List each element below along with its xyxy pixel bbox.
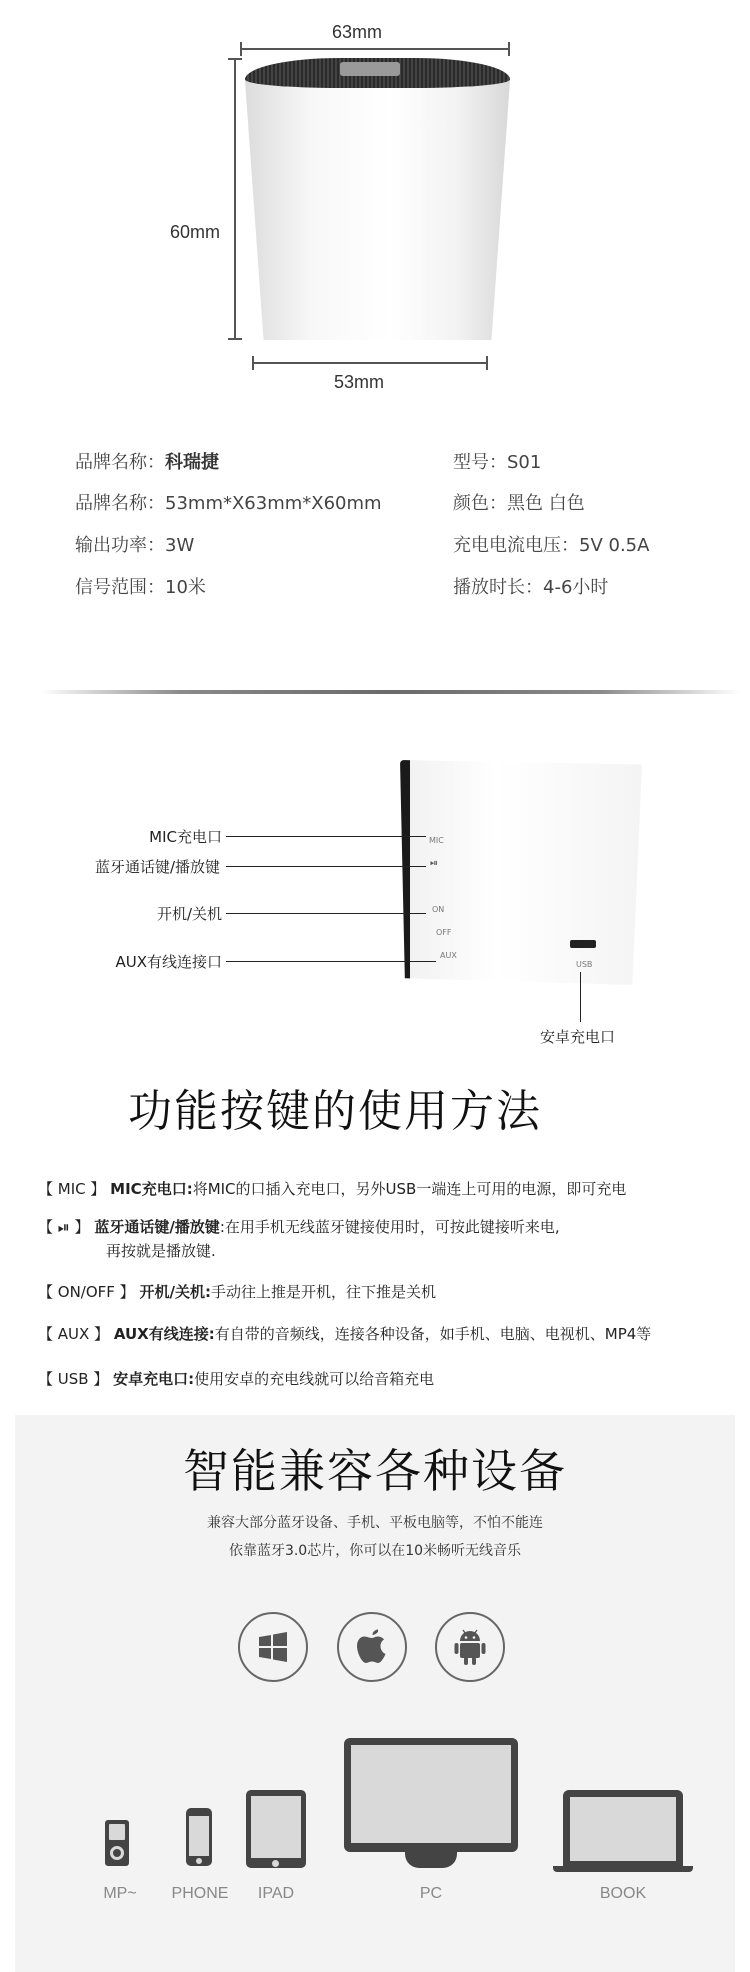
spec-label: 品牌名称： [75, 451, 165, 473]
spec-table [75, 440, 695, 607]
callout-line [580, 972, 581, 1022]
tick [508, 42, 510, 56]
device-label-pc: PC [419, 1885, 443, 1902]
speaker-image [245, 58, 510, 340]
tick [228, 338, 242, 340]
spec-label: 播放时长： [453, 577, 543, 598]
function-key: 【 AUX 】 [38, 1325, 110, 1343]
function-key: 【 MIC 】 [38, 1180, 106, 1198]
callout-aux: AUX有线连接口 [115, 953, 222, 971]
function-key: 【 USB 】 [38, 1370, 109, 1388]
speaker-side-image [400, 760, 642, 985]
function-desc: :在用手机无线蓝牙键接使用时，可按此键接听来电, [219, 1218, 560, 1236]
compatibility-line-1: 兼容大部分蓝牙设备、手机、平板电脑等，不怕不能连 [207, 1515, 543, 1531]
spec-value: 黑色 白色 [507, 493, 585, 514]
play-call-icon: ⏯ [430, 858, 438, 869]
spec-cell [75, 489, 453, 515]
device-label-phone: PHONE [171, 1885, 229, 1902]
device-label-mp: MP~ [103, 1885, 137, 1902]
function-desc-continued: 再按就是播放键. [106, 1242, 216, 1260]
spec-cell [75, 448, 453, 474]
spec-label: 信号范围： [75, 577, 165, 598]
tick [486, 356, 488, 370]
callout-line [226, 866, 426, 867]
function-name: 蓝牙通话键/播放键 [94, 1218, 220, 1236]
phone-icon [186, 1808, 212, 1866]
device-mark-mic: MIC [429, 836, 444, 845]
function-item-aux [38, 1323, 651, 1344]
device-mark-off: OFF [436, 928, 452, 937]
spec-row [75, 440, 695, 481]
spec-value: S01 [507, 451, 542, 473]
function-item-bluetooth [38, 1216, 560, 1237]
spec-value: 10米 [165, 577, 206, 598]
pc-monitor-icon [344, 1738, 518, 1852]
android-icon [435, 1612, 505, 1682]
laptop-icon [563, 1790, 683, 1868]
callout-android-port: 安卓充电口 [540, 1028, 616, 1046]
laptop-base-icon [553, 1866, 693, 1872]
spec-row [75, 481, 695, 523]
spec-value: 53mm*X63mm*X60mm [165, 493, 382, 514]
spec-cell [75, 573, 453, 599]
device-label-ipad: IPAD [257, 1885, 295, 1902]
device-mark-on: ON [432, 905, 445, 914]
compatibility-title: 智能兼容各种设备 [183, 1444, 567, 1498]
section-divider [40, 690, 740, 694]
compatibility-line-2: 依靠蓝牙3.0芯片，你可以在10米畅听无线音乐 [228, 1543, 522, 1559]
callout-line [226, 913, 426, 914]
spec-label: 输出功率： [75, 535, 165, 556]
callout-line [226, 961, 436, 962]
spec-label: 充电电流电压： [453, 535, 579, 556]
device-mark-usb: USB [576, 960, 593, 969]
device-label-book: BOOK [599, 1885, 647, 1902]
functions-title: 功能按键的使用方法 [128, 1086, 542, 1137]
tablet-icon [246, 1790, 306, 1868]
spec-label: 颜色： [453, 493, 507, 514]
function-desc: 使用安卓的充电线就可以给音箱充电 [194, 1370, 435, 1388]
spec-cell [453, 531, 695, 557]
callout-power: 开机/关机 [156, 905, 222, 923]
spec-cell [453, 489, 695, 515]
function-name: MIC充电口: [110, 1180, 193, 1198]
function-name: AUX有线连接: [113, 1325, 215, 1343]
spec-cell [453, 448, 695, 474]
usb-port [570, 940, 596, 948]
callout-bluetooth: 蓝牙通话键/播放键 [94, 858, 220, 876]
spec-value: 4-6小时 [543, 577, 609, 598]
bottom-width-line [252, 362, 488, 364]
spec-label: 品牌名称： [75, 493, 165, 514]
spec-value: 科瑞捷 [165, 451, 219, 473]
tick [240, 42, 242, 56]
spec-cell [75, 531, 453, 557]
top-width-label: 63mm [332, 22, 383, 42]
top-width-line [240, 48, 510, 50]
bottom-width-label: 53mm [334, 372, 385, 392]
function-name: 安卓充电口: [113, 1370, 195, 1388]
spec-label: 型号： [453, 451, 507, 473]
speaker-button [340, 62, 400, 76]
callout-mic: MIC充电口 [149, 828, 222, 846]
spec-cell [453, 573, 695, 599]
function-key: 【 ON/OFF 】 [38, 1283, 135, 1301]
height-label: 60mm [170, 222, 221, 242]
spec-row [75, 523, 695, 565]
spec-value: 5V 0.5A [579, 535, 650, 556]
mp-player-icon [105, 1820, 129, 1866]
windows-icon [238, 1612, 308, 1682]
function-desc: 将MIC的口插入充电口，另外USB一端连上可用的电源，即可充电 [192, 1180, 627, 1198]
function-item-usb [38, 1368, 434, 1389]
function-desc: 有自带的音频线，连接各种设备，如手机、电脑、电视机、MP4等 [214, 1325, 652, 1343]
tick [252, 356, 254, 370]
callout-line [226, 836, 426, 837]
function-item-mic [38, 1178, 626, 1199]
apple-icon [337, 1612, 407, 1682]
spec-value: 3W [165, 535, 195, 556]
height-line [234, 58, 236, 340]
function-key: 【 ⏯ 】 [38, 1218, 90, 1236]
spec-row [75, 565, 695, 607]
function-name: 开机/关机: [139, 1283, 211, 1301]
function-desc: 手动往上推是开机，往下推是关机 [210, 1283, 436, 1301]
function-item-power [38, 1281, 436, 1302]
device-mark-aux: AUX [440, 951, 457, 960]
pc-stand-icon [405, 1852, 457, 1868]
tick [228, 58, 242, 60]
